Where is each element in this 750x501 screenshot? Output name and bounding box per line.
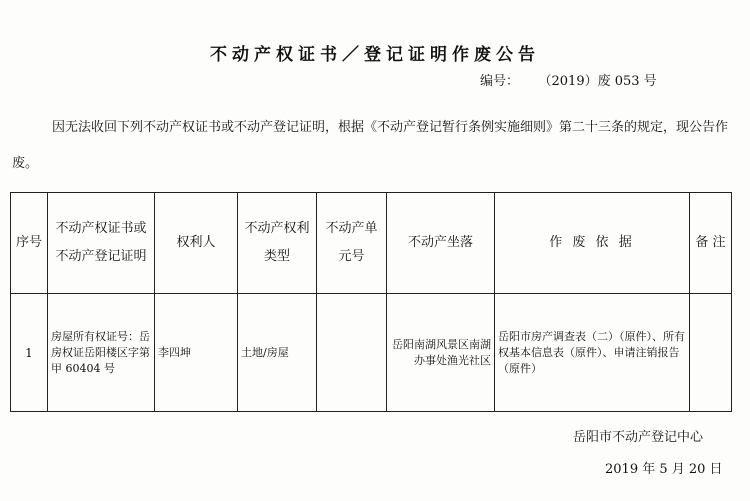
cell-holder: 李四坤 [155,294,238,412]
table-header-row [11,193,732,294]
cell-basis: 岳阳市房产调查表（二）（原件）、所有权基本信息表（原件）、申请注销报告（原件） [495,294,690,412]
cell-unit-number [317,294,387,412]
header-basis: 作 废 依 据 [495,193,690,294]
table-row [11,294,732,412]
cell-location: 岳阳南湖风景区南湖办事处渔光社区 [387,294,495,412]
document-number [480,70,657,89]
header-holder: 权利人 [155,193,238,294]
cell-certificate: 房屋所有权证号：岳房权证岳阳楼区字第甲 60404 号 [48,294,155,412]
issue-date: 2019 年 5 月 20 日 [605,462,723,477]
cell-right-type: 土地/房屋 [238,294,317,412]
header-unit-number: 不动产单元号 [317,193,387,294]
header-location: 不动产坐落 [387,193,495,294]
voided-certificates-table [10,192,732,412]
header-right-type: 不动产权利类型 [238,193,317,294]
page-title: 不动产权证书／登记证明作废公告 [210,45,540,65]
announcement-paragraph: 因无法收回下列不动产权证书或不动产登记证明，根据《不动产登记暂行条例实施细则》第二十三条的规定，现公告作废。 [12,120,729,171]
cell-remark [690,294,732,412]
document-number-value: （2019）废 053 号 [545,74,657,89]
cell-seq: 1 [11,294,48,412]
header-remark: 备 注 [690,193,732,294]
document-number-label: 编号： [480,74,520,89]
header-certificate: 不动产权证书或不动产登记证明 [48,193,155,294]
header-seq: 序号 [11,193,48,294]
issuing-agency: 岳阳市不动产登记中心 [573,430,704,445]
